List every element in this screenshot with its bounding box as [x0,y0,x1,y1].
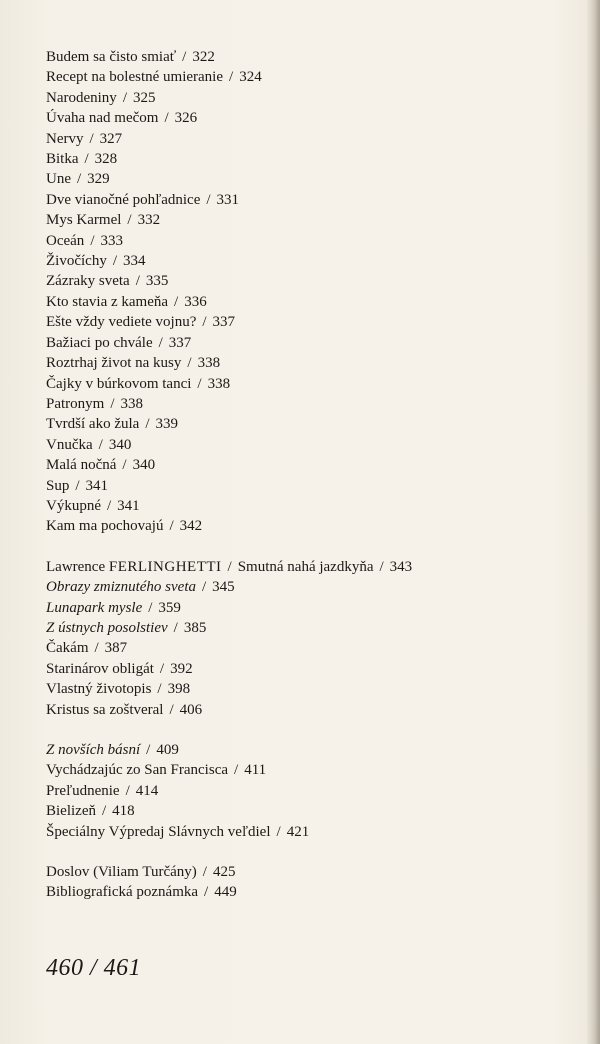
entry-page-number: 359 [158,599,181,616]
entry-title: Starinárov obligát [46,660,154,677]
separator-slash: / [182,49,187,65]
entry-title: Mys Karmel [46,212,122,229]
toc-entry [46,374,566,394]
entry-page-number: 341 [117,497,140,514]
entry-page-number: 414 [135,782,159,799]
entry-page-number: 336 [184,293,207,310]
toc-entry [46,618,566,638]
toc-entry [46,679,566,699]
toc-section [46,47,566,537]
entry-title: Budem sa čisto smiať [46,49,177,65]
entry-title: Špeciálny Výpredaj Slávnych veľdiel [46,823,271,840]
separator-slash: / [276,823,281,840]
entry-title: Bitka [46,151,79,168]
separator-slash: / [110,395,115,412]
entry-title: Patronym [46,395,105,412]
entry-title: Úvaha nad mečom [46,110,159,127]
separator-slash: / [125,782,130,799]
toc-entry [46,271,566,291]
author-last-name: FERLINGHETTI [108,558,222,575]
toc-entry [46,455,566,475]
toc-entry [46,67,566,87]
toc-entry [46,149,566,169]
entry-page-number: 418 [112,803,135,820]
separator-slash: / [98,436,103,453]
toc-entry [46,781,566,801]
separator-slash: / [101,803,107,820]
entry-page-number: 339 [155,416,178,433]
separator-slash: / [173,619,178,636]
separator-slash: / [187,355,192,372]
entry-page-number: 337 [212,314,236,331]
entry-page-number: 333 [100,232,123,249]
entry-page-number: 326 [174,110,198,127]
toc-entry [46,312,566,332]
entry-page-number: 337 [168,334,192,351]
entry-title: Oceán [46,232,85,249]
separator-slash: / [122,89,127,106]
entry-title: Vychádzajúc zo San Francisca [46,762,229,779]
separator-slash: / [146,742,151,758]
separator-slash: / [159,660,165,677]
separator-slash: / [206,191,211,208]
entry-title: Sup [46,477,70,494]
toc-entry [46,47,566,67]
toc-entry [46,108,566,128]
entry-page-number: 421 [286,823,310,840]
entry-title: Z novších básní [46,742,141,758]
entry-page-number: 328 [94,151,118,168]
entry-title: Živočíchy [46,253,107,270]
toc-section [46,557,566,720]
toc-entry [46,251,566,271]
entry-title: Z ústnych posolstiev [46,619,168,636]
separator-slash: / [84,151,89,168]
separator-slash: / [379,558,384,575]
toc-entry [46,700,566,720]
entry-page-number: 385 [183,619,207,636]
separator-slash: / [234,762,239,779]
separator-slash: / [107,497,112,514]
toc-entry [46,190,566,210]
toc-entry [46,435,566,455]
toc-entry [46,169,566,189]
entry-page-number: 324 [239,69,262,86]
separator-slash: / [197,375,202,392]
toc-entry [46,801,566,821]
toc-entry [46,882,566,902]
separator-slash: / [135,273,140,290]
entry-title: Dve vianočné pohľadnice [46,191,201,208]
page-numbers-folio: 460 / 461 [46,955,142,981]
entry-title: Výkupné [46,497,101,514]
entry-title: Vlastný životopis [46,681,152,698]
toc-entry [46,292,566,312]
separator-slash: / [169,518,174,535]
entry-page-number: 387 [104,640,128,657]
toc-entry [46,210,566,230]
entry-page-number: 425 [212,864,236,881]
separator-slash: / [204,884,209,901]
toc-section [46,740,566,842]
entry-title: Čakám [46,640,89,657]
separator-slash: / [77,171,82,188]
separator-slash: / [89,130,94,147]
entry-page-number: 338 [120,395,144,412]
entry-title: Roztrhaj život na kusy [46,355,182,372]
entry-page-number: 449 [214,884,237,901]
entry-title: Narodeniny [46,89,117,106]
separator-slash: / [158,334,163,351]
toc-entry [46,862,566,882]
entry-page-number: 334 [123,253,146,270]
toc-entry [46,394,566,414]
entry-title: Kto stavia z kameňa [46,293,169,310]
entry-page-number: 322 [192,49,215,65]
entry-title: Recept na bolestné umieranie [46,69,224,86]
separator-slash: / [229,69,234,86]
separator-slash: / [164,110,169,127]
entry-title: Smutná nahá jazdkyňa [237,558,374,575]
entry-page-number: 335 [145,273,169,290]
entry-title: Doslov (Viliam Turčány) [46,864,197,881]
toc-entry [46,333,566,353]
toc-entry [46,88,566,108]
entry-title: Bielizeň [46,803,96,820]
separator-slash: / [75,477,80,494]
separator-slash: / [122,457,127,474]
separator-slash: / [157,681,162,698]
entry-page-number: 331 [216,191,240,208]
toc-section [46,862,566,903]
entry-title: Obrazy zmiznutého sveta [46,579,196,596]
separator-slash: / [127,212,132,229]
entry-page-number: 342 [179,518,203,535]
table-of-contents [46,47,566,903]
entry-page-number: 340 [132,457,156,474]
toc-entry [46,659,566,679]
entry-title: Preľudnenie [46,782,120,799]
entry-page-number: 406 [179,701,203,718]
entry-title: Vnučka [46,436,93,453]
author-first-name: Lawrence [46,558,106,575]
entry-title: Malá nočná [46,457,117,474]
entry-page-number: 327 [99,130,123,147]
entry-title: Čajky v búrkovom tanci [46,375,192,392]
separator-slash: / [169,701,174,718]
entry-title: Lunapark mysle [46,599,143,616]
toc-entry [46,598,566,618]
entry-page-number: 345 [212,579,235,596]
entry-title: Une [46,171,71,188]
toc-entry [46,516,566,536]
page-edge-shadow [586,0,600,1044]
toc-entry [46,577,566,597]
entry-title: Bažiaci po chvále [46,334,153,351]
toc-entry [46,129,566,149]
separator-slash: / [174,293,179,310]
separator-slash: / [94,640,99,657]
entry-page-number: 332 [137,212,161,229]
entry-title: Bibliografická poznámka [46,884,199,901]
separator-slash: / [145,416,150,433]
entry-page-number: 343 [389,558,413,575]
entry-page-number: 340 [108,436,132,453]
entry-page-number: 341 [85,477,109,494]
entry-page-number: 329 [87,171,110,188]
separator-slash: / [90,232,95,249]
entry-page-number: 411 [244,762,267,779]
toc-entry [46,496,566,516]
toc-entry [46,414,566,434]
entry-page-number: 338 [207,375,231,392]
toc-entry [46,740,566,760]
toc-entry [46,353,566,373]
entry-title: Nervy [46,130,84,147]
toc-entry [46,760,566,780]
entry-page-number: 338 [197,355,221,372]
entry-title: Tvrdší ako žula [46,416,140,433]
separator-slash: / [227,558,232,575]
entry-page-number: 392 [170,660,193,677]
separator-slash: / [202,864,207,881]
separator-slash: / [202,579,207,596]
entry-title: Kristus sa zoštveral [46,701,164,718]
separator-slash: / [112,253,117,270]
separator-slash: / [148,599,153,616]
entry-page-number: 325 [132,89,156,106]
toc-entry [46,231,566,251]
entry-page-number: 409 [156,742,179,758]
entry-title: Zázraky sveta [46,273,130,290]
entry-title: Kam ma pochovajú [46,518,164,535]
entry-title: Ešte vždy vediete vojnu? [46,314,197,331]
entry-page-number: 398 [167,681,191,698]
toc-entry [46,638,566,658]
toc-entry [46,476,566,496]
separator-slash: / [202,314,207,331]
toc-entry [46,822,566,842]
toc-entry [46,557,566,577]
